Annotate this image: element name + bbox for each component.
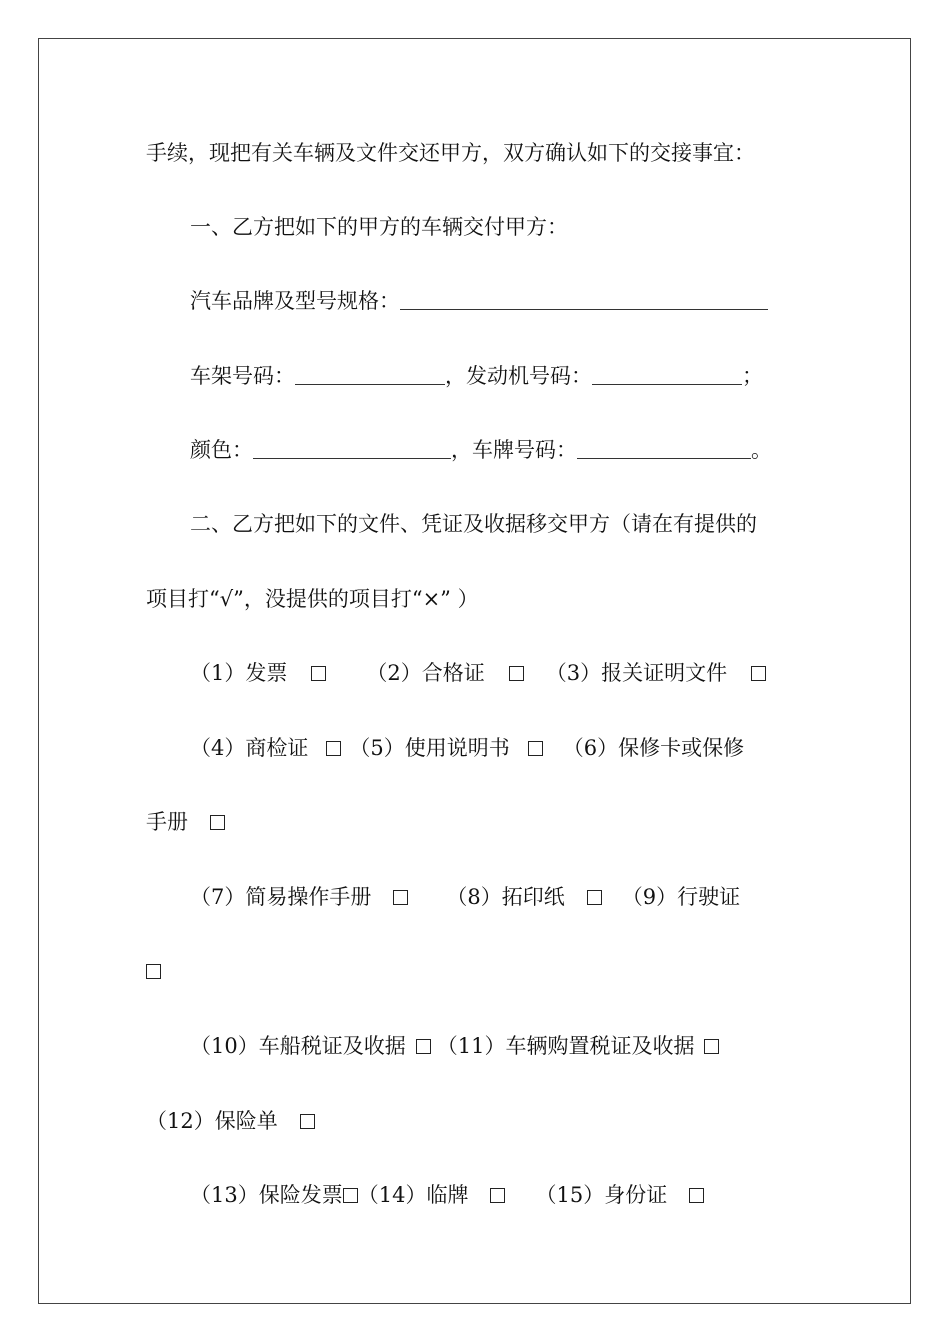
- semicolon: ；: [742, 364, 763, 388]
- items-row-1: [190, 659, 766, 687]
- item-9-label: （9）行驶证: [621, 885, 741, 909]
- item-4-label: （4）商检证: [190, 736, 309, 760]
- section2-heading-text-2: 项目打“√”，没提供的项目打“×” ）: [146, 587, 479, 611]
- section2-heading: [190, 510, 757, 538]
- item-14-checkbox[interactable]: [490, 1188, 505, 1203]
- item-5-checkbox[interactable]: [528, 741, 543, 756]
- frame-label: 车架号码：: [190, 364, 295, 388]
- model-label: 汽车品牌及型号规格：: [190, 289, 400, 313]
- item-6-checkbox[interactable]: [210, 815, 225, 830]
- item-15-label: （15）身份证: [535, 1183, 668, 1207]
- engine-label: ，发动机号码：: [445, 364, 592, 388]
- item-7-checkbox[interactable]: [393, 890, 408, 905]
- item-14-label: （14）临牌: [357, 1183, 469, 1207]
- frame-blank[interactable]: [295, 366, 445, 385]
- color-label: 颜色：: [190, 438, 253, 462]
- item-10-label: （10）车船税证及收据: [190, 1034, 406, 1058]
- section2-heading-text-1: 二、乙方把如下的文件、凭证及收据移交甲方（请在有提供的: [190, 512, 757, 536]
- items-row-5: [190, 1181, 704, 1209]
- item-12-checkbox[interactable]: [300, 1114, 315, 1129]
- intro-paragraph: [146, 139, 755, 167]
- item-2-label: （2）合格证: [366, 661, 485, 685]
- color-plate-row: [190, 436, 772, 464]
- item-11-checkbox[interactable]: [704, 1039, 719, 1054]
- items-row-4-cont: [146, 1107, 315, 1135]
- frame-engine-row: [190, 362, 763, 390]
- item-3-checkbox[interactable]: [751, 666, 766, 681]
- item-6-label-cont: 手册: [146, 810, 188, 834]
- item-9-checkbox[interactable]: [146, 964, 161, 979]
- item-3-label: （3）报关证明文件: [545, 661, 728, 685]
- items-row-2: [190, 734, 744, 762]
- items-row-4: [190, 1032, 719, 1060]
- item-6-label: （6）保修卡或保修: [562, 736, 745, 760]
- period: 。: [751, 438, 772, 462]
- item-1-checkbox[interactable]: [311, 666, 326, 681]
- items-row-2-cont: [146, 808, 225, 836]
- section2-heading-cont: [146, 585, 479, 613]
- color-blank[interactable]: [253, 440, 451, 459]
- section1-heading-text: 一、乙方把如下的甲方的车辆交付甲方：: [190, 215, 568, 239]
- engine-blank[interactable]: [592, 366, 742, 385]
- item-11-label: （11）车辆购置税证及收据: [436, 1034, 695, 1058]
- items-row-3: [190, 883, 740, 911]
- item-4-checkbox[interactable]: [326, 741, 341, 756]
- item-1-label: （1）发票: [190, 661, 288, 685]
- model-row: [190, 287, 768, 315]
- item-7-label: （7）简易操作手册: [190, 885, 372, 909]
- plate-blank[interactable]: [577, 440, 751, 459]
- item-2-checkbox[interactable]: [509, 666, 524, 681]
- intro-text: 手续，现把有关车辆及文件交还甲方，双方确认如下的交接事宜：: [146, 141, 755, 165]
- model-blank[interactable]: [400, 291, 768, 310]
- item-15-checkbox[interactable]: [689, 1188, 704, 1203]
- items-row-3-cont: [146, 957, 161, 985]
- item-8-checkbox[interactable]: [587, 890, 602, 905]
- item-12-label: （12）保险单: [146, 1109, 278, 1133]
- item-13-checkbox[interactable]: [343, 1188, 358, 1203]
- plate-label: ，车牌号码：: [451, 438, 577, 462]
- item-8-label: （8）拓印纸: [446, 885, 565, 909]
- item-13-label: （13）保险发票: [190, 1183, 343, 1207]
- item-10-checkbox[interactable]: [416, 1039, 431, 1054]
- section1-heading: [190, 213, 568, 241]
- item-5-label: （5）使用说明书: [349, 736, 510, 760]
